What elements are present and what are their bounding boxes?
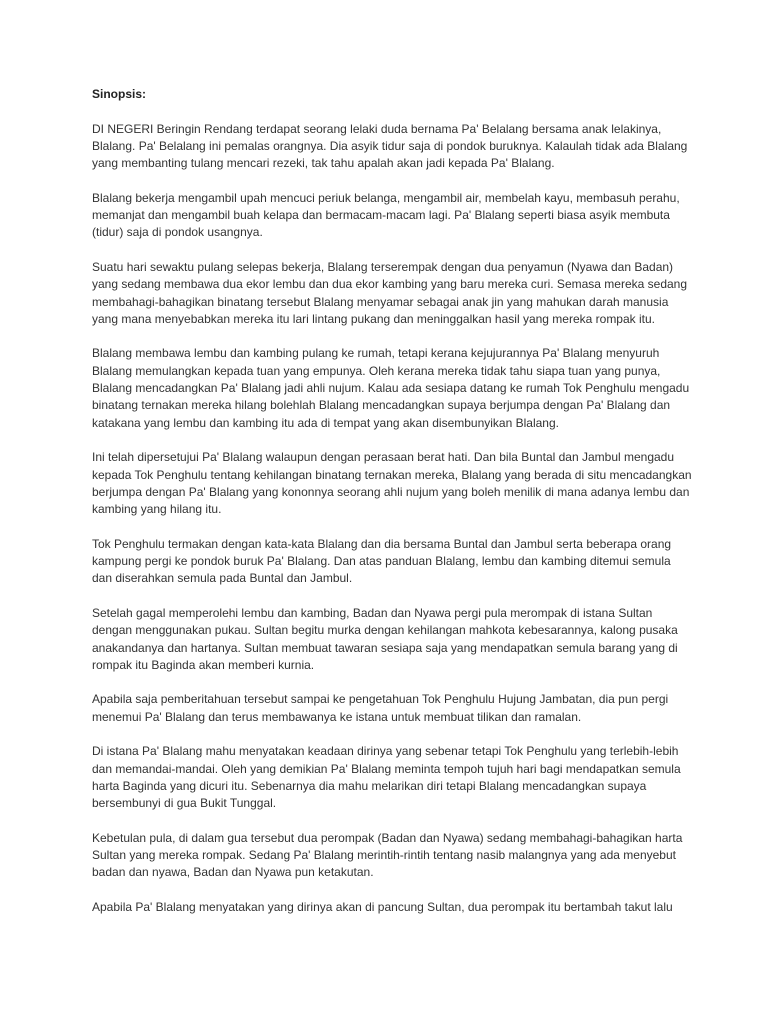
text-line: kampung pergi ke pondok buruk Pa' Blalang. Dan atas panduan Blalang, lembu dan kambing ditemui semula bbox=[92, 554, 671, 569]
paragraph bbox=[92, 605, 692, 674]
text-line: Sultan yang mereka rompak. Sedang Pa' Blalang merintih-rintih tentang nasib malangnya yang ada menyebut bbox=[92, 848, 676, 863]
text-line: dan memandai-mandai. Oleh yang demikian Pa' Blalang meminta tempoh tujuh hari bagi mendapatkan semula bbox=[92, 761, 681, 776]
text-line: Blalang membawa lembu dan kambing pulang ke rumah, tetapi kerana kejujurannya Pa' Blalang menyuruh bbox=[92, 346, 660, 361]
paragraph bbox=[92, 899, 692, 916]
text-line: Setelah gagal memperolehi lembu dan kambing, Badan dan Nyawa pergi pula merompak di istana Sultan bbox=[92, 605, 653, 620]
document-heading: Sinopsis: bbox=[92, 87, 147, 101]
text-line: rompak itu Baginda akan memberi kurnia. bbox=[92, 657, 315, 672]
text-line: menemui Pa' Blalang dan terus membawanya ke istana untuk membuat tilikan dan ramalan. bbox=[92, 709, 582, 724]
paragraph bbox=[92, 743, 692, 812]
text-line: yang mana menyebabkan mereka itu lari lintang pukang dan meninggalkan hasil yang mereka rompak itu. bbox=[92, 311, 655, 326]
document-body bbox=[92, 86, 692, 934]
paragraph bbox=[92, 121, 692, 173]
paragraph-list bbox=[92, 121, 692, 917]
text-line: binatang ternakan mereka hilang bolehlah Blalang mencadangkan supaya berjumpa dengan Pa' Blalang dan bbox=[92, 398, 671, 413]
text-line: Apabila saja pemberitahuan tersebut sampai ke pengetahuan Tok Penghulu Hujung Jambatan, dia pun pergi bbox=[92, 692, 669, 707]
paragraph bbox=[92, 536, 692, 588]
text-line: badan dan nyawa, Badan dan Nyawa pun ketakutan. bbox=[92, 865, 374, 880]
text-line: Ini telah dipersetujui Pa' Blalang walaupun dengan perasaan berat hati. Dan bila Buntal dan Jambul mengadu bbox=[92, 450, 675, 465]
text-line: harta Baginda yang dicuri itu. Sebenarnya dia mahu melarikan diri tetapi Blalang mencadangkan supaya bbox=[92, 778, 647, 793]
text-line: Blalang. Pa' Belalang ini pemalas orangnya. Dia asyik tidur saja di pondok buruknya. Kalaulah tidak ada Blalang bbox=[92, 138, 688, 153]
text-line: Tok Penghulu termakan dengan kata-kata Blalang dan dia bersama Buntal dan Jambul serta beberapa orang bbox=[92, 536, 672, 551]
text-line: Apabila Pa' Blalang menyatakan yang dirinya akan di pancung Sultan, dua perompak itu bertambah takut lalu bbox=[92, 899, 673, 914]
text-line: Kebetulan pula, di dalam gua tersebut dua perompak (Badan dan Nyawa) sedang membahagi-bahagikan harta bbox=[92, 830, 683, 845]
paragraph bbox=[92, 345, 692, 431]
text-line: (tidur) saja di pondok usangnya. bbox=[92, 225, 263, 240]
text-line: yang sedang membawa dua ekor lembu dan dua ekor kambing yang baru mereka curi. Semasa mereka sedang bbox=[92, 277, 688, 292]
paragraph bbox=[92, 449, 692, 518]
text-line: memanjat dan mengambil buah kelapa dan bermacam-macam lagi. Pa' Blalang seperti biasa asyik membuta bbox=[92, 208, 670, 223]
text-line: Blalang bekerja mengambil upah mencuci periuk belanga, mengambil air, membelah kayu, membasuh perahu, bbox=[92, 190, 680, 205]
text-line: dan diserahkan semula pada Buntal dan Jambul. bbox=[92, 571, 353, 586]
text-line: kambing yang hilang itu. bbox=[92, 502, 222, 517]
paragraph bbox=[92, 259, 692, 328]
text-line: berjumpa dengan Pa' Blalang yang kononnya seorang ahli nujum yang boleh menilik di mana adanya lembu dan bbox=[92, 484, 690, 499]
text-line: dengan menggunakan pukau. Sultan begitu murka dengan kehilangan mahkota kebesarannya, kalong pusaka bbox=[92, 623, 678, 638]
text-line: Blalang mencadangkan Pa' Blalang jadi ahli nujum. Kalau ada sesiapa datang ke rumah Tok Penghulu mengadu bbox=[92, 381, 690, 396]
text-line: kepada Tok Penghulu tentang kehilangan binatang ternakan mereka, Blalang yang berada di situ mencadangkan bbox=[92, 467, 692, 482]
text-line: membahagi-bahagikan binatang tersebut Blalang menyamar sebagai anak jin yang mahukan darah manusia bbox=[92, 294, 669, 309]
text-line: katakana yang lembu dan kambing itu ada di tempat yang akan disembunyikan Blalang. bbox=[92, 415, 559, 430]
text-line: anakandanya dan hartanya. Sultan membuat tawaran sesiapa saja yang mendapatkan semula barang yang di bbox=[92, 640, 678, 655]
text-line: Di istana Pa' Blalang mahu menyatakan keadaan dirinya yang sebenar tetapi Tok Penghulu yang terlebih-lebih bbox=[92, 744, 679, 759]
text-line: Blalang memulangkan kepada tuan yang empunya. Oleh kerana mereka tidak tahu siapa tuan yang punya, bbox=[92, 363, 661, 378]
text-line: Suatu hari sewaktu pulang selepas bekerja, Blalang terserempak dengan dua penyamun (Nyawa dan Badan) bbox=[92, 259, 674, 274]
paragraph bbox=[92, 190, 692, 242]
paragraph bbox=[92, 830, 692, 882]
text-line: bersembunyi di gua Bukit Tunggal. bbox=[92, 796, 277, 811]
text-line: DI NEGERI Beringin Rendang terdapat seorang lelaki duda bernama Pa' Belalang bersama anak lelakinya, bbox=[92, 121, 662, 136]
text-line: yang membanting tulang mencari rezeki, tak tahu apalah akan jadi kepada Pa' Blalang. bbox=[92, 156, 555, 171]
paragraph bbox=[92, 691, 692, 726]
